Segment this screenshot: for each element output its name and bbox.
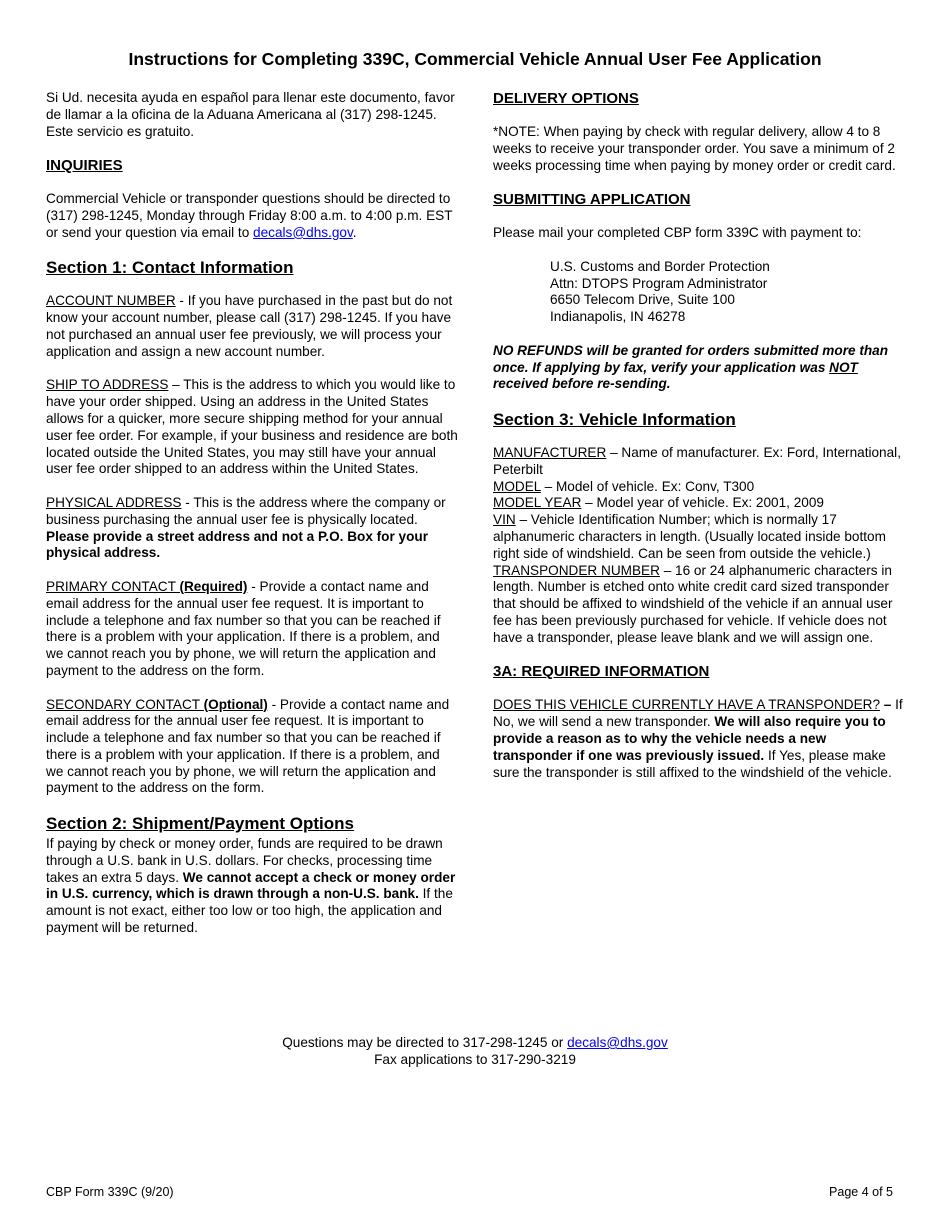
- inquiries-text: Commercial Vehicle or transponder questions should be directed to (317) 298-1245, Monday through Friday 8:00 a.m. to 4:00 p.m. EST or send your question via email to decals@dhs.gov.: [46, 191, 453, 240]
- delivery-note: *NOTE: When paying by check with regular delivery, allow 4 to 8 weeks to receive your transponder order. You save a minimum of 2 weeks processing time when paying by money order or credit card.: [493, 124, 896, 173]
- page-number: Page 4 of 5: [829, 1185, 893, 1199]
- vin-label: VIN: [493, 512, 516, 528]
- account-number-paragraph: ACCOUNT NUMBER - If you have purchased in the past but do not know your account number, please call (317) 298-1245. If you have not purchased an annual user fee previously, we will process your application and assign a new account number.: [46, 293, 453, 359]
- address-line: Indianapolis, IN 46278: [550, 309, 686, 325]
- form-number: CBP Form 339C (9/20): [46, 1185, 174, 1199]
- section2-heading: Section 2: Shipment/Payment Options: [46, 814, 354, 834]
- footer-contact: [0, 1035, 950, 1069]
- address-line: Attn: DTOPS Program Administrator: [550, 275, 768, 291]
- model-label: MODEL: [493, 478, 541, 494]
- manufacturer-label: MANUFACTURER: [493, 444, 607, 460]
- primary-contact-label: PRIMARY CONTACT: [46, 578, 180, 594]
- secondary-contact-paragraph: SECONDARY CONTACT (Optional) - Provide a contact name and email address for the annual user fee request. It is important to include a telephone and fax number so that you can be reached if there is a problem with your application. If there is a problem, and we cannot reach you by phone, we will return the application and payment to the address on the form.: [46, 696, 450, 796]
- submitting-text: Please mail your completed CBP form 339C with payment to:: [493, 225, 862, 241]
- spanish-note: Si Ud. necesita ayuda en español para llenar este documento, favor de llamar a la oficina de la Aduana Americana al (317) 298-1245. Este servicio es gratuito.: [46, 90, 455, 139]
- footer-fax: Fax applications to 317-290-3219: [374, 1051, 576, 1067]
- address-line: U.S. Customs and Border Protection: [550, 258, 770, 274]
- left-column: [46, 90, 458, 954]
- account-number-label: ACCOUNT NUMBER: [46, 293, 176, 309]
- physical-address-paragraph: PHYSICAL ADDRESS - This is the address where the company or business purchasing the annual user fee is physically located. Please provide a street address and not a P.O. Box for your physical address.: [46, 494, 446, 561]
- physical-address-label: PHYSICAL ADDRESS: [46, 494, 182, 510]
- footer-questions: Questions may be directed to 317-298-1245 or decals@dhs.gov: [282, 1035, 668, 1050]
- required-tag: (Required): [179, 578, 248, 594]
- inquiries-heading: INQUIRIES: [46, 157, 123, 175]
- transponder-number-label: TRANSPONDER NUMBER: [493, 562, 660, 578]
- secondary-contact-label: SECONDARY CONTACT: [46, 696, 204, 712]
- section1-heading: Section 1: Contact Information: [46, 258, 294, 278]
- payment-paragraph: If paying by check or money order, funds are required to be drawn through a U.S. bank in U.S. dollars. For checks, processing time takes an extra 5 days. We cannot accept a check or money order in U.S. currency, which is drawn through a non-U.S. bank. If the amount is not exact, either too low or too high, the application and payment will be returned.: [46, 836, 456, 936]
- section3-heading: Section 3: Vehicle Information: [493, 409, 736, 429]
- primary-contact-paragraph: PRIMARY CONTACT (Required) - Provide a contact name and email address for the annual user fee request. It is important to include a telephone and fax number so that you can be reached if there is a problem with your application. If there is a problem, and we cannot reach you by phone, we will return the application and payment to the address on the form.: [46, 578, 441, 678]
- model-year-label: MODEL YEAR: [493, 495, 582, 511]
- transponder-question-paragraph: DOES THIS VEHICLE CURRENTLY HAVE A TRANSPONDER? – If No, we will send a new transponder. We will also require you to provide a reason as to why the vehicle needs a new transponder if one was previously issued. If Yes, please make sure the transponder is still affixed to the windshield of the vehicle.: [493, 697, 903, 780]
- right-column: [493, 90, 905, 798]
- inquiries-email-link[interactable]: decals@dhs.gov: [253, 224, 353, 240]
- footer-email-link[interactable]: decals@dhs.gov: [567, 1035, 668, 1050]
- address-line: 6650 Telecom Drive, Suite 100: [550, 292, 735, 308]
- page-title: Instructions for Completing 339C, Commercial Vehicle Annual User Fee Application: [128, 49, 822, 69]
- ship-to-address-paragraph: SHIP TO ADDRESS – This is the address to which you would like to have your order shipped. Using an address in the United States allows for a quicker, more secure shipping method for your annual user fee order. For example, if your business and residence are both located outside the United States, you may still have your annual user fee order shipped to an address within the United States.: [46, 377, 458, 477]
- ship-to-address-label: SHIP TO ADDRESS: [46, 377, 169, 393]
- vehicle-fields: MANUFACTURER – Name of manufacturer. Ex: Ford, International, Peterbilt MODEL – Model of vehicle. Ex: Conv, T300 MODEL YEAR – Model year of vehicle. Ex: 2001, 2009 VIN – Vehicle Identification Number; which is normally 17 alphanumeric characters in length. (Usually located inside bottom right side of windshield. Can be seen from outside the vehicle.) TRANSPONDER NUMBER – 16 or 24 alphanumeric characters in length. Number is etched onto white credit card sized transponder that should be affixed to windshield of the vehicle if an annual user fee has been previously purchased for vehicle. If vehicle does not have a transponder, please leave blank and we will assign one.: [493, 444, 901, 645]
- mailing-address: [550, 259, 905, 326]
- optional-tag: (Optional): [203, 696, 268, 712]
- delivery-options-heading: DELIVERY OPTIONS: [493, 90, 639, 107]
- required-information-heading: 3A: REQUIRED INFORMATION: [493, 663, 710, 681]
- no-refunds-notice: NO REFUNDS will be granted for orders submitted more than once. If applying by fax, verify your application was NOT received before re-sending.: [493, 342, 889, 392]
- submitting-application-heading: SUBMITTING APPLICATION: [493, 191, 691, 209]
- transponder-question: DOES THIS VEHICLE CURRENTLY HAVE A TRANSPONDER?: [493, 697, 881, 713]
